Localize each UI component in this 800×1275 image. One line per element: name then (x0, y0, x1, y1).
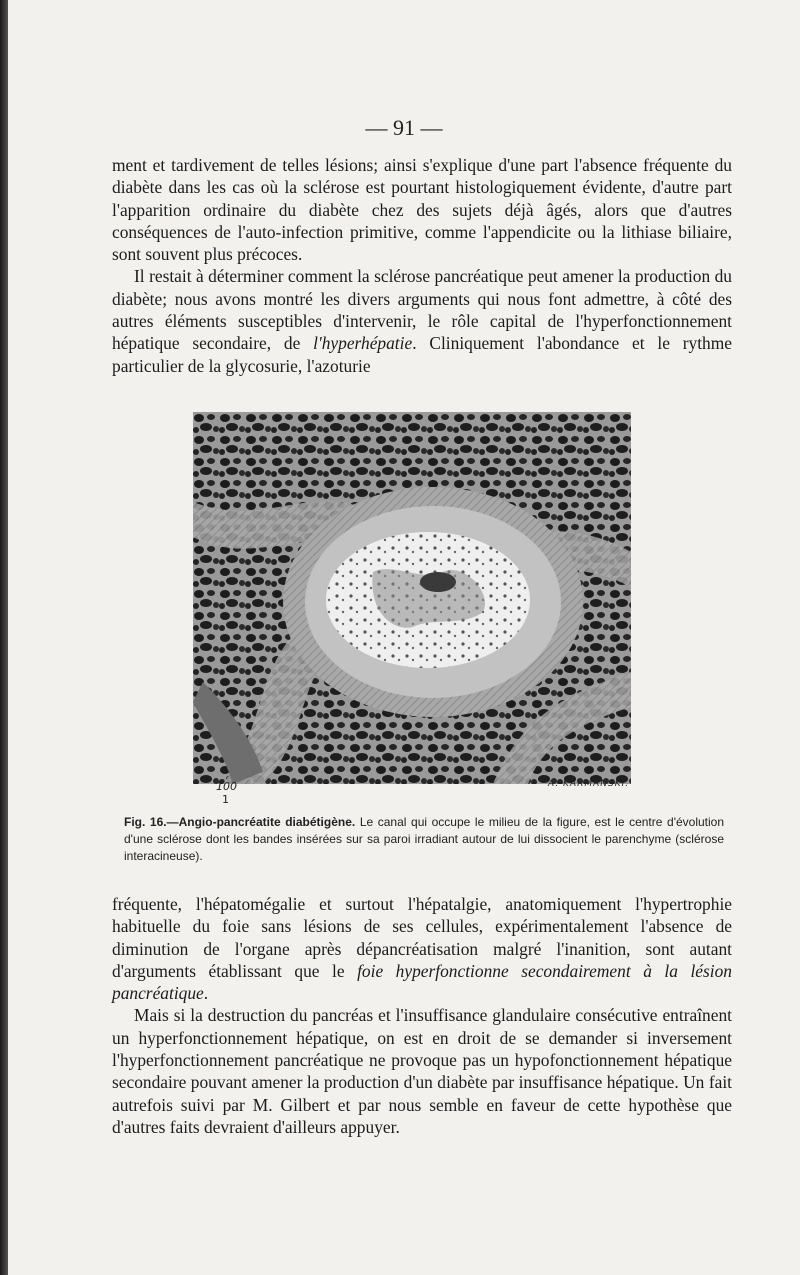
scale-denominator: 1 (222, 793, 229, 806)
histology-figure (193, 412, 631, 784)
paragraph-1: ment et tardivement de telles lésions; ainsi s'explique d'une part l'absence fréquente du diabète dans les cas où la sclérose est pourtant histologiquement évidente, d'autre part l'apparition ordinaire du diabète chez des sujets déjà âgés, alors que d'autres conséquences de l'auto-infection primitive, comme l'appendicite ou la lithiase biliaire, sont souvent plus précoces. (112, 155, 732, 265)
page-number: — 91 — (365, 115, 443, 140)
paragraph-3-tail: . (203, 983, 209, 1004)
body-text-bottom (112, 893, 732, 1138)
paragraph-3 (112, 893, 732, 1004)
paragraph-2 (112, 265, 732, 376)
histology-illustration (193, 412, 631, 784)
paragraph-4: Mais si la destruction du pancréas et l'insuffisance glandulaire consécutive entraînent un hyperfonctionnement hépatique, on est en droit de se demander si inversement l'hyperfonctionnement pancréatique ne provoque pas un hypofonctionnement hépatique secondaire pouvant amener la production d'un diabète par insuffisance hépatique. Un fait autrefois suivi par M. Gilbert et par nous semble en faveur de cette hypothèse que d'autres faits devraient d'ailleurs appuyer. (112, 1005, 732, 1137)
artist-signature: A. KARMANSKI. (548, 779, 630, 789)
paragraph-2-text: Il restait à déterminer comment la sclérose pancréatique peut amener la production du diabète; nous avons montré les divers arguments qui nous font admettre, à côté des autres éléments susceptibles d'intervenir, le rôle capital de l'hyperfonctionnement hépatique secondaire, de (112, 266, 732, 354)
book-page (8, 0, 800, 1275)
scale-label: 100 (216, 780, 237, 793)
caption-body: Le canal qui occupe le milieu de la figure, est le centre d'évolution d'une sclérose dont les bandes insérées sur sa paroi irradiant autour de lui dissocient le parenchyme (sclérose interacineuse). (124, 815, 725, 863)
paragraph-3-text: fréquente, l'hépatomégalie et surtout l'hépatalgie, anatomiquement l'hypertrophie habituelle du foie sans lésions de ses cellules, expérimentalement l'absence de diminution de l'organe après dépancréatisation malgré l'inanition, sont autant d'arguments établissant que le (112, 894, 732, 981)
caption-label: Fig. 16. (124, 815, 167, 829)
paragraph-2-emphasis: l'hyperhépatie (313, 333, 413, 354)
paragraph-2-tail: . Cliniquement l'abondance et le rythme particulier de la glycosurie, l'azoturie (112, 333, 732, 376)
scan-edge-shadow (0, 0, 8, 1275)
body-text-top (112, 154, 732, 377)
caption-title: —Angio-pancréatite diabétigène. (166, 815, 356, 829)
scale-mark (216, 780, 237, 806)
figure-caption (124, 814, 724, 865)
paragraph-3-emphasis: foie hyperfonctionne secondairement à la lésion pancréatique (112, 960, 732, 1004)
